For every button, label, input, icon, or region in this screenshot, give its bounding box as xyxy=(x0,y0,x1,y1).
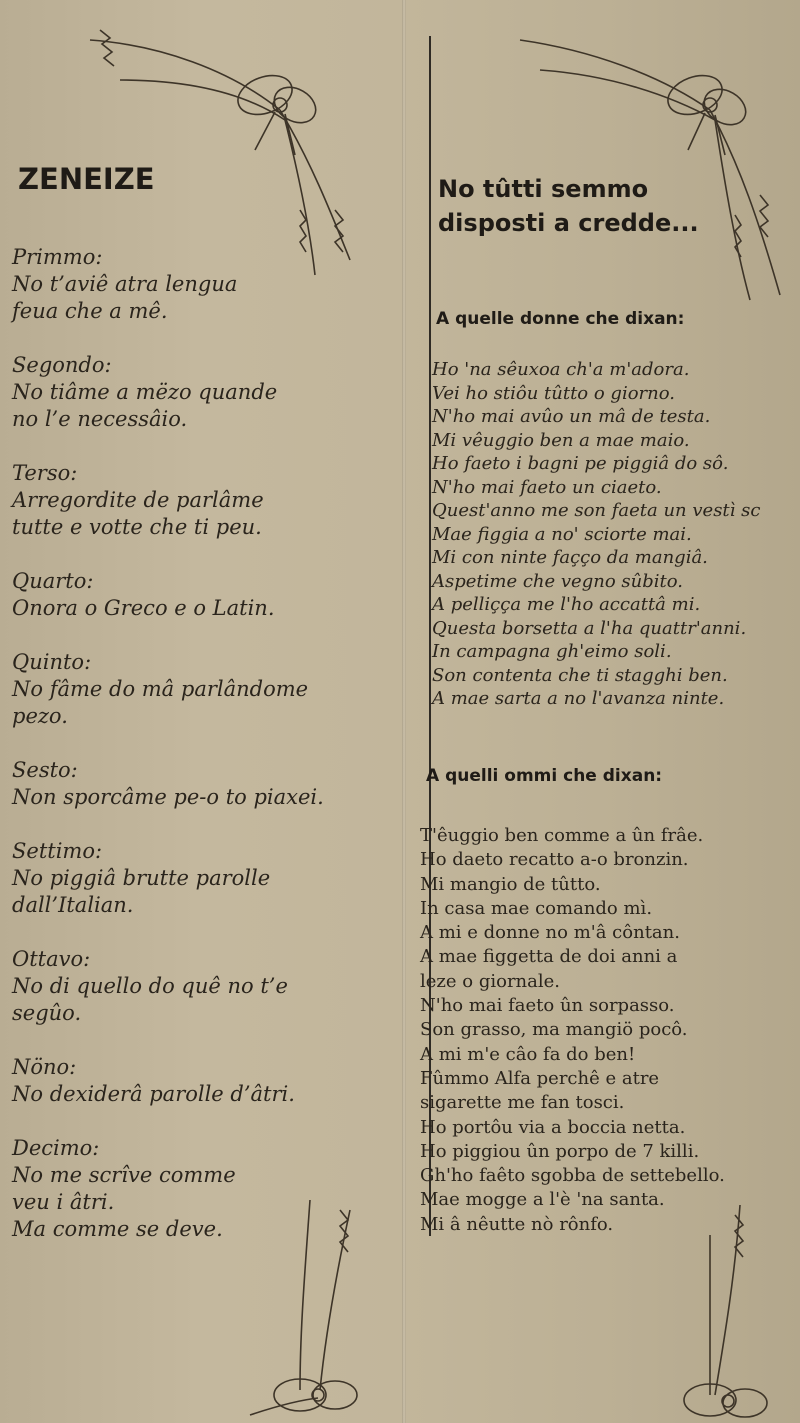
commandment-heading: Decimo: xyxy=(12,1136,100,1160)
commandment-heading: Primmo: xyxy=(12,245,103,269)
commandment-3 xyxy=(12,460,397,541)
commandment-line: feua che a mê. xyxy=(12,299,168,323)
commandment-line: Non sporcâme pe-o to piaxei. xyxy=(12,785,324,809)
commandment-6 xyxy=(12,757,397,811)
commandment-line: Arregordite de parlâme xyxy=(12,488,264,512)
commandment-line: dall’Italian. xyxy=(12,893,134,917)
list-item: N'ho mai faeto un ciaeto. xyxy=(432,476,662,498)
list-item: Mi con ninte façço da mangiâ. xyxy=(432,547,708,568)
wheat-bow-icon xyxy=(80,10,380,280)
commandment-heading: Sesto: xyxy=(12,758,78,782)
list-item: A mae figgetta de doi anni a xyxy=(420,946,678,968)
commandment-line: no l’e necessâio. xyxy=(12,407,188,431)
list-item: leze o giornale. xyxy=(420,970,561,992)
commandment-line: No piggiâ brutte parolle xyxy=(12,866,271,890)
list-item: T'êuggio ben comme a ûn frâe. xyxy=(420,825,704,846)
list-item: Ho 'na sêuxoa ch'a m'adora. xyxy=(432,359,690,380)
commandment-line: veu i âtri. xyxy=(12,1190,115,1214)
list-item: N'ho mai faeto ûn sorpasso. xyxy=(420,995,675,1017)
commandment-5 xyxy=(12,649,397,730)
commandment-heading: Segondo: xyxy=(12,353,112,377)
commandment-heading: Quarto: xyxy=(12,569,94,593)
list-item: Mae figgia a no' sciorte mai. xyxy=(432,523,692,545)
list-item: In casa mae comando mì. xyxy=(420,897,653,919)
list-item: A pelliçça me l'ho accattâ mi. xyxy=(432,594,701,615)
list-item: Mi vêuggio ben a mae maio. xyxy=(432,429,690,451)
commandment-heading: Quinto: xyxy=(12,650,92,674)
commandment-line: Ma comme se deve. xyxy=(12,1217,223,1241)
right-title-line: No tûtti semmo xyxy=(438,175,649,203)
commandment-line: tutte e votte che ti peu. xyxy=(12,515,262,539)
commandment-line: No t’aviê atra lengua xyxy=(12,272,238,296)
women-sayings-list xyxy=(432,358,760,711)
list-item: Mi mangio de tûtto. xyxy=(420,873,601,895)
list-item: Questa borsetta a l'ha quattr'anni. xyxy=(432,617,747,639)
commandment-9 xyxy=(12,1054,397,1108)
commandment-2 xyxy=(12,352,397,433)
commandment-line: No me scrîve comme xyxy=(12,1163,236,1187)
commandment-line: No di quello do quê no t’e xyxy=(12,974,288,998)
right-title xyxy=(438,172,758,240)
commandment-heading: Nöno: xyxy=(12,1055,77,1079)
list-item: Mae mogge a l'è 'na santa. xyxy=(420,1189,665,1211)
commandment-line: pezo. xyxy=(12,704,68,728)
list-item: Gh'ho faêto sgobba de settebello. xyxy=(420,1165,725,1187)
list-item: A mi e donne no m'â côntan. xyxy=(420,922,680,944)
commandment-7 xyxy=(12,838,397,919)
list-item: Son contenta che ti stagghi ben. xyxy=(432,664,728,686)
list-item: Ho daeto recatto a-o bronzin. xyxy=(420,849,689,871)
commandment-line: Onora o Greco e o Latin. xyxy=(12,596,275,620)
commandments-list xyxy=(12,244,397,1270)
list-item: Ho faeto i bagni pe piggiâ do sô. xyxy=(432,453,729,474)
list-item: Ho piggiou ûn porpo de 7 killi. xyxy=(420,1140,700,1162)
list-item: Fûmmo Alfa perchê e atre xyxy=(420,1067,660,1089)
page-fold xyxy=(402,0,406,1423)
list-item: sigarette me fan tosci. xyxy=(420,1092,625,1114)
wheat-bow-icon xyxy=(510,15,800,305)
commandment-line: No dexiderâ parolle d’âtri. xyxy=(12,1082,295,1106)
commandment-heading: Settimo: xyxy=(12,839,103,863)
commandment-line: No fâme do mâ parlândome xyxy=(12,677,309,701)
list-item: Quest'anno me son faeta un vestì sc xyxy=(432,500,761,521)
men-heading: A quelli ommi che dixan: xyxy=(426,766,663,786)
women-heading: A quelle donne che dixan: xyxy=(436,309,685,329)
list-item: In campagna gh'eimo soli. xyxy=(432,641,672,662)
commandment-1 xyxy=(12,244,397,325)
commandment-8 xyxy=(12,946,397,1027)
list-item: Aspetime che vegno sûbito. xyxy=(432,570,683,592)
commandment-line: No tiâme a mëzo quande xyxy=(12,380,278,404)
commandment-4 xyxy=(12,568,397,622)
commandment-heading: Terso: xyxy=(12,461,78,485)
left-title: ZENEIZE xyxy=(18,162,155,196)
list-item: N'ho mai avûo un mâ de testa. xyxy=(432,406,711,427)
list-item: Son grasso, ma mangiö pocô. xyxy=(420,1019,688,1041)
men-sayings-list xyxy=(420,824,725,1237)
commandment-10 xyxy=(12,1135,397,1243)
commandment-heading: Ottavo: xyxy=(12,947,91,971)
list-item: A mi m'e câo fa do ben! xyxy=(420,1043,636,1065)
list-item: Vei ho stiôu tûtto o giorno. xyxy=(432,382,675,404)
right-title-line: disposti a credde... xyxy=(438,209,699,237)
list-item: Mi â nêutte nò rônfo. xyxy=(420,1213,614,1235)
list-item: A mae sarta a no l'avanza ninte. xyxy=(432,688,725,709)
commandment-line: segûo. xyxy=(12,1001,82,1025)
list-item: Ho portôu via a boccia netta. xyxy=(420,1116,686,1138)
